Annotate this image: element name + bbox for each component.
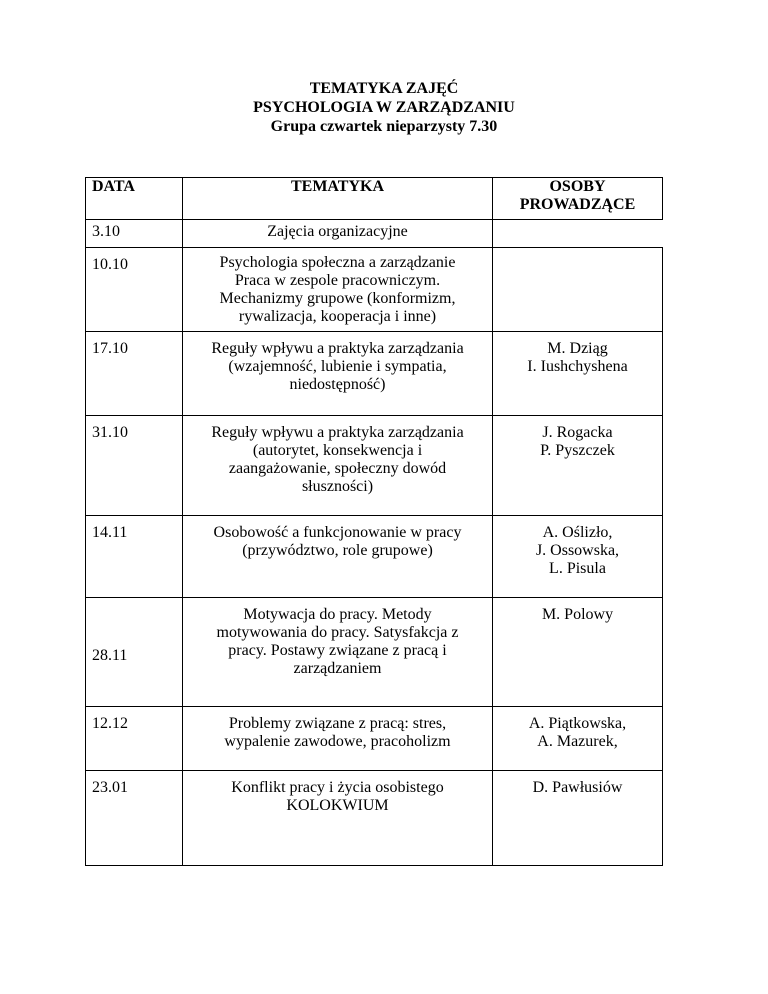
topic-line: KOLOKWIUM	[286, 797, 389, 814]
document-header	[0, 79, 768, 136]
title-line-2: PSYCHOLOGIA W ZARZĄDZANIU	[253, 99, 515, 116]
schedule-table	[85, 177, 663, 866]
row-people	[493, 516, 663, 598]
instructor-name: A. Oślizło,	[542, 524, 613, 541]
row-topic	[183, 771, 493, 866]
topic-line: Praca w zespole pracowniczym.	[234, 272, 441, 289]
row-topic	[183, 707, 493, 771]
row-date: 23.01	[86, 771, 183, 866]
row-topic	[183, 248, 493, 332]
row-date: 3.10	[86, 220, 183, 248]
topic-line: Reguły wpływu a praktyka zarządzania	[211, 424, 464, 441]
topic-line: (autorytet, konsekwencja i	[252, 442, 423, 459]
row-date: 31.10	[86, 416, 183, 516]
topic-line: Motywacja do pracy. Metody	[243, 606, 432, 623]
row-topic	[183, 220, 493, 248]
table-row	[86, 248, 663, 332]
row-date: 10.10	[86, 248, 183, 332]
row-topic	[183, 416, 493, 516]
instructor-name: J. Rogacka	[542, 424, 613, 441]
row-topic	[183, 516, 493, 598]
topic-line: pracy. Postawy związane z pracą i	[228, 642, 447, 659]
table-row	[86, 516, 663, 598]
table-row	[86, 332, 663, 416]
group-line: Grupa czwartek nieparzysty 7.30	[270, 118, 498, 135]
title-line-1: TEMATYKA ZAJĘĆ	[309, 80, 459, 97]
instructor-name: P. Pyszczek	[540, 442, 615, 459]
topic-line: Konflikt pracy i życia osobistego	[231, 779, 444, 796]
column-header-topic: TEMATYKA	[183, 178, 493, 220]
row-date: 12.12	[86, 707, 183, 771]
topic-line: zaangażowanie, społeczny dowód	[228, 460, 447, 477]
topic-line: słuszności)	[301, 478, 374, 495]
row-date: 14.11	[86, 516, 183, 598]
row-topic	[183, 598, 493, 707]
table-row	[86, 707, 663, 771]
table-row	[86, 416, 663, 516]
column-header-date: DATA	[86, 178, 183, 220]
row-people	[493, 416, 663, 516]
topic-line: Reguły wpływu a praktyka zarządzania	[211, 340, 464, 357]
instructor-name: L. Pisula	[549, 560, 606, 577]
table-row	[86, 220, 663, 248]
instructor-name: A. Mazurek,	[537, 733, 618, 750]
topic-line: wypalenie zawodowe, pracoholizm	[224, 733, 451, 750]
topic-line: Mechanizmy grupowe (konformizm,	[219, 290, 456, 307]
instructor-name: A. Piątkowska,	[528, 715, 627, 732]
row-people	[493, 707, 663, 771]
topic-line: rywalizacja, kooperacja i inne)	[238, 308, 437, 325]
row-date: 17.10	[86, 332, 183, 416]
people-header-line-2: PROWADZĄCE	[519, 196, 636, 213]
people-header-line-1: OSOBY	[549, 178, 606, 195]
row-people	[493, 332, 663, 416]
topic-line: Problemy związane z pracą: stres,	[228, 715, 447, 732]
topic-line: niedostępność)	[289, 376, 386, 393]
row-people	[493, 248, 663, 332]
header-row	[86, 178, 663, 220]
instructor-name: J. Ossowska,	[535, 542, 620, 559]
row-people	[493, 771, 663, 866]
row-people	[493, 598, 663, 707]
topic-line: motywowania do pracy. Satysfakcja z	[216, 624, 459, 641]
instructor-name: M. Dziąg	[547, 340, 608, 357]
instructor-name: M. Polowy	[541, 606, 614, 623]
topic-line: (przywództwo, role grupowe)	[242, 542, 433, 559]
topic-line: Psychologia społeczna a zarządzanie	[219, 254, 456, 271]
column-header-people	[493, 178, 663, 220]
topic-line: Zajęcia organizacyjne	[267, 223, 408, 240]
topic-line: (wzajemność, lubienie i sympatia,	[228, 358, 447, 375]
table-row	[86, 771, 663, 866]
instructor-name: D. Pawłusiów	[532, 779, 623, 796]
topic-line: zarządzaniem	[293, 660, 382, 677]
table-row	[86, 598, 663, 707]
row-date: 28.11	[86, 598, 183, 707]
instructor-name: I. Iushchyshena	[527, 358, 628, 375]
topic-line: Osobowość a funkcjonowanie w pracy	[213, 524, 462, 541]
row-topic	[183, 332, 493, 416]
